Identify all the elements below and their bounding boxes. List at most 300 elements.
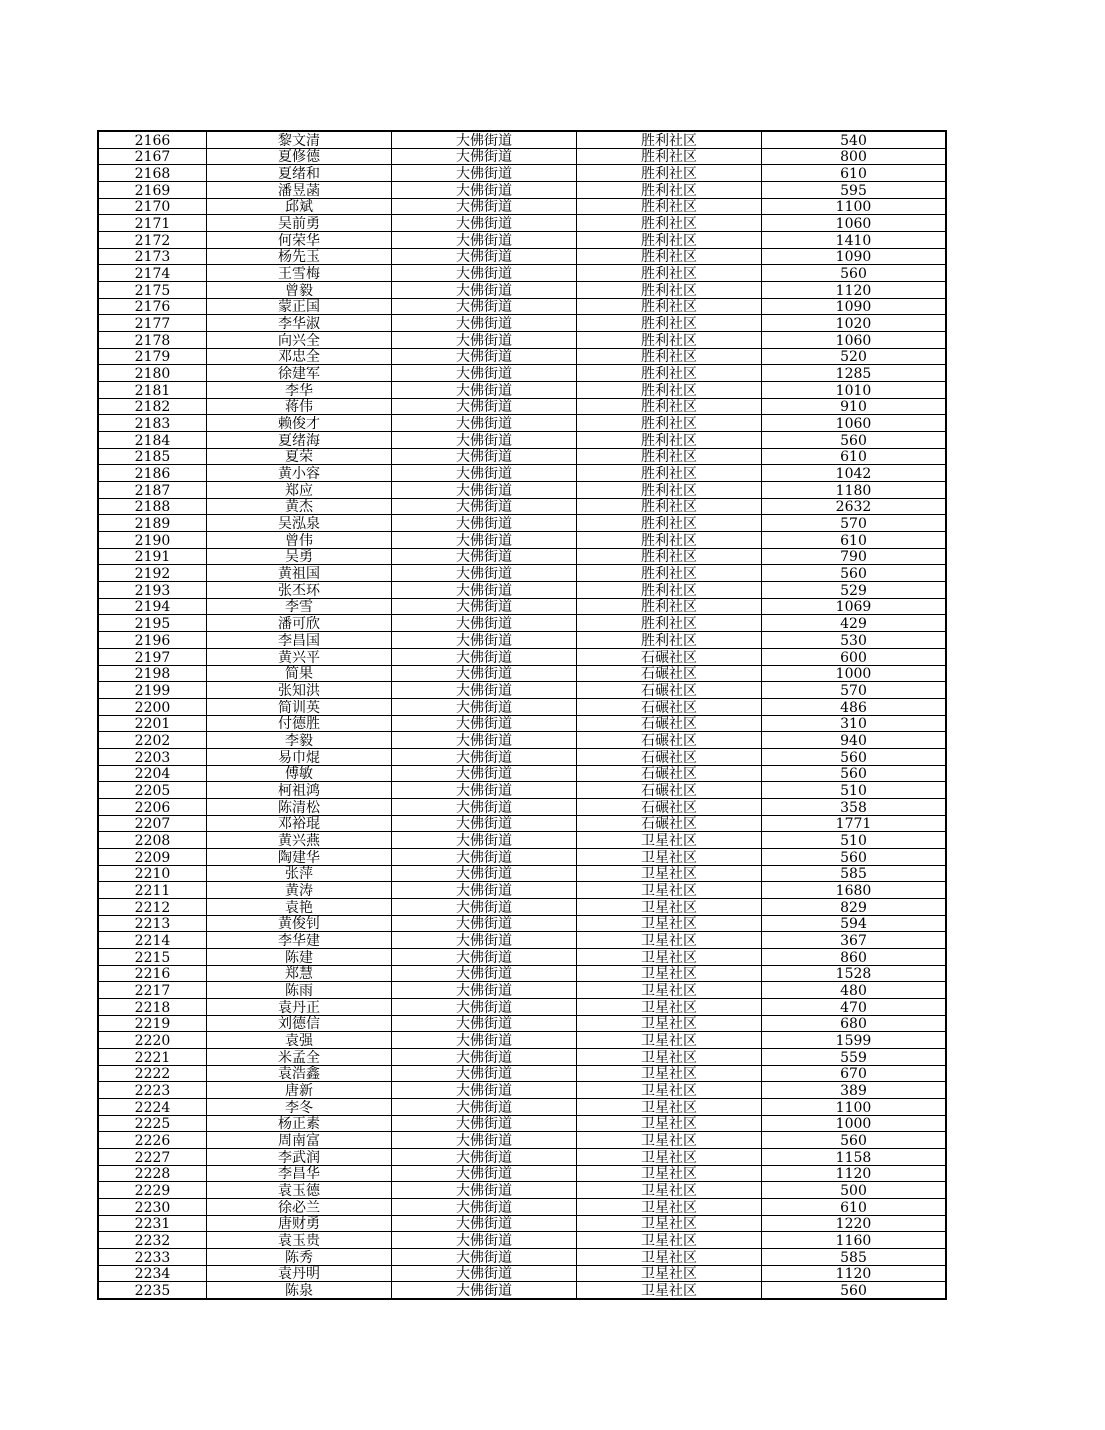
street-cell: 大佛街道 (392, 131, 577, 148)
row-number-cell: 2219 (98, 1015, 207, 1032)
street-cell: 大佛街道 (392, 582, 577, 599)
row-number-cell: 2174 (98, 265, 207, 282)
row-number-cell: 2200 (98, 698, 207, 715)
table-row (98, 1282, 946, 1299)
amount-cell: 429 (762, 615, 947, 632)
community-cell: 卫星社区 (577, 932, 762, 949)
table-row (98, 665, 946, 682)
table-row (98, 315, 946, 332)
table-row (98, 148, 946, 165)
community-cell: 卫星社区 (577, 1182, 762, 1199)
row-number-cell: 2226 (98, 1132, 207, 1149)
table-row (98, 398, 946, 415)
table-row (98, 265, 946, 282)
amount-cell: 530 (762, 632, 947, 649)
name-cell: 李武润 (207, 1148, 392, 1165)
community-cell: 石碾社区 (577, 765, 762, 782)
name-cell: 袁艳 (207, 898, 392, 915)
amount-cell: 500 (762, 1182, 947, 1199)
table-row (98, 515, 946, 532)
row-number-cell: 2191 (98, 548, 207, 565)
community-cell: 卫星社区 (577, 882, 762, 899)
table-row (98, 748, 946, 765)
row-number-cell: 2205 (98, 782, 207, 799)
table-row (98, 1032, 946, 1049)
street-cell: 大佛街道 (392, 148, 577, 165)
row-number-cell: 2202 (98, 732, 207, 749)
table-row (98, 715, 946, 732)
row-number-cell: 2185 (98, 448, 207, 465)
data-table (97, 130, 947, 1300)
amount-cell: 570 (762, 515, 947, 532)
row-number-cell: 2216 (98, 965, 207, 982)
row-number-cell: 2221 (98, 1048, 207, 1065)
street-cell: 大佛街道 (392, 548, 577, 565)
street-cell: 大佛街道 (392, 532, 577, 549)
table-row (98, 898, 946, 915)
table-row (98, 548, 946, 565)
name-cell: 郑应 (207, 482, 392, 499)
community-cell: 胜利社区 (577, 565, 762, 582)
community-cell: 胜利社区 (577, 598, 762, 615)
name-cell: 张知洪 (207, 682, 392, 699)
row-number-cell: 2173 (98, 248, 207, 265)
street-cell: 大佛街道 (392, 482, 577, 499)
street-cell: 大佛街道 (392, 248, 577, 265)
street-cell: 大佛街道 (392, 682, 577, 699)
street-cell: 大佛街道 (392, 998, 577, 1015)
table-row (98, 648, 946, 665)
community-cell: 胜利社区 (577, 315, 762, 332)
name-cell: 傅敏 (207, 765, 392, 782)
table-row (98, 1165, 946, 1182)
table-row (98, 915, 946, 932)
table-row (98, 448, 946, 465)
table-row (98, 365, 946, 382)
street-cell: 大佛街道 (392, 1032, 577, 1049)
table-row (98, 632, 946, 649)
community-cell: 胜利社区 (577, 265, 762, 282)
row-number-cell: 2203 (98, 748, 207, 765)
community-cell: 胜利社区 (577, 298, 762, 315)
row-number-cell: 2170 (98, 198, 207, 215)
table-row (98, 1232, 946, 1249)
row-number-cell: 2186 (98, 465, 207, 482)
amount-cell: 1090 (762, 248, 947, 265)
row-number-cell: 2209 (98, 848, 207, 865)
amount-cell: 358 (762, 798, 947, 815)
name-cell: 吴泓泉 (207, 515, 392, 532)
name-cell: 简训英 (207, 698, 392, 715)
community-cell: 胜利社区 (577, 398, 762, 415)
name-cell: 黄杰 (207, 498, 392, 515)
table-row (98, 415, 946, 432)
amount-cell: 1120 (762, 1165, 947, 1182)
amount-cell: 560 (762, 748, 947, 765)
name-cell: 袁强 (207, 1032, 392, 1049)
table-row (98, 1148, 946, 1165)
street-cell: 大佛街道 (392, 282, 577, 299)
street-cell: 大佛街道 (392, 332, 577, 349)
street-cell: 大佛街道 (392, 315, 577, 332)
community-cell: 石碾社区 (577, 698, 762, 715)
community-cell: 胜利社区 (577, 248, 762, 265)
community-cell: 卫星社区 (577, 1148, 762, 1165)
row-number-cell: 2201 (98, 715, 207, 732)
amount-cell: 486 (762, 698, 947, 715)
name-cell: 柯祖鸿 (207, 782, 392, 799)
row-number-cell: 2225 (98, 1115, 207, 1132)
street-cell: 大佛街道 (392, 1265, 577, 1282)
community-cell: 卫星社区 (577, 1249, 762, 1266)
row-number-cell: 2171 (98, 215, 207, 232)
street-cell: 大佛街道 (392, 515, 577, 532)
amount-cell: 1599 (762, 1032, 947, 1049)
table-row (98, 482, 946, 499)
community-cell: 卫星社区 (577, 1082, 762, 1099)
amount-cell: 1000 (762, 665, 947, 682)
street-cell: 大佛街道 (392, 498, 577, 515)
row-number-cell: 2192 (98, 565, 207, 582)
table-row (98, 1265, 946, 1282)
table-row (98, 1098, 946, 1115)
amount-cell: 1285 (762, 365, 947, 382)
community-cell: 胜利社区 (577, 465, 762, 482)
street-cell: 大佛街道 (392, 915, 577, 932)
amount-cell: 585 (762, 865, 947, 882)
table-row (98, 165, 946, 182)
amount-cell: 1120 (762, 282, 947, 299)
name-cell: 杨正素 (207, 1115, 392, 1132)
street-cell: 大佛街道 (392, 348, 577, 365)
row-number-cell: 2195 (98, 615, 207, 632)
street-cell: 大佛街道 (392, 198, 577, 215)
community-cell: 胜利社区 (577, 582, 762, 599)
table-row (98, 348, 946, 365)
street-cell: 大佛街道 (392, 1249, 577, 1266)
amount-cell: 560 (762, 765, 947, 782)
name-cell: 向兴全 (207, 332, 392, 349)
row-number-cell: 2196 (98, 632, 207, 649)
community-cell: 卫星社区 (577, 1199, 762, 1216)
name-cell: 曾伟 (207, 532, 392, 549)
street-cell: 大佛街道 (392, 648, 577, 665)
community-cell: 石碾社区 (577, 665, 762, 682)
name-cell: 潘可欣 (207, 615, 392, 632)
name-cell: 黄祖国 (207, 565, 392, 582)
street-cell: 大佛街道 (392, 1082, 577, 1099)
row-number-cell: 2220 (98, 1032, 207, 1049)
amount-cell: 1160 (762, 1232, 947, 1249)
name-cell: 邓忠全 (207, 348, 392, 365)
name-cell: 陈雨 (207, 982, 392, 999)
row-number-cell: 2233 (98, 1249, 207, 1266)
street-cell: 大佛街道 (392, 1132, 577, 1149)
name-cell: 夏修德 (207, 148, 392, 165)
amount-cell: 559 (762, 1048, 947, 1065)
name-cell: 李冬 (207, 1098, 392, 1115)
table-row (98, 1199, 946, 1216)
amount-cell: 560 (762, 848, 947, 865)
community-cell: 卫星社区 (577, 915, 762, 932)
name-cell: 袁玉贵 (207, 1232, 392, 1249)
amount-cell: 1060 (762, 415, 947, 432)
row-number-cell: 2217 (98, 982, 207, 999)
name-cell: 李昌华 (207, 1165, 392, 1182)
community-cell: 胜利社区 (577, 548, 762, 565)
row-number-cell: 2211 (98, 882, 207, 899)
name-cell: 徐建军 (207, 365, 392, 382)
table-row (98, 598, 946, 615)
amount-cell: 829 (762, 898, 947, 915)
street-cell: 大佛街道 (392, 565, 577, 582)
row-number-cell: 2218 (98, 998, 207, 1015)
name-cell: 王雪梅 (207, 265, 392, 282)
name-cell: 夏绪海 (207, 432, 392, 449)
amount-cell: 610 (762, 448, 947, 465)
community-cell: 胜利社区 (577, 348, 762, 365)
name-cell: 黄涛 (207, 882, 392, 899)
row-number-cell: 2198 (98, 665, 207, 682)
row-number-cell: 2181 (98, 382, 207, 399)
name-cell: 郑慧 (207, 965, 392, 982)
name-cell: 袁浩鑫 (207, 1065, 392, 1082)
table-row (98, 932, 946, 949)
row-number-cell: 2228 (98, 1165, 207, 1182)
row-number-cell: 2199 (98, 682, 207, 699)
name-cell: 陶建华 (207, 848, 392, 865)
row-number-cell: 2230 (98, 1199, 207, 1216)
row-number-cell: 2194 (98, 598, 207, 615)
amount-cell: 1680 (762, 882, 947, 899)
name-cell: 刘德信 (207, 1015, 392, 1032)
name-cell: 李昌国 (207, 632, 392, 649)
name-cell: 陈清松 (207, 798, 392, 815)
community-cell: 卫星社区 (577, 1265, 762, 1282)
street-cell: 大佛街道 (392, 1199, 577, 1216)
name-cell: 夏绪和 (207, 165, 392, 182)
street-cell: 大佛街道 (392, 382, 577, 399)
community-cell: 胜利社区 (577, 415, 762, 432)
row-number-cell: 2227 (98, 1148, 207, 1165)
table-row (98, 732, 946, 749)
street-cell: 大佛街道 (392, 265, 577, 282)
community-cell: 卫星社区 (577, 1165, 762, 1182)
row-number-cell: 2188 (98, 498, 207, 515)
table-row (98, 582, 946, 599)
table-body (98, 131, 946, 1299)
community-cell: 卫星社区 (577, 1215, 762, 1232)
street-cell: 大佛街道 (392, 432, 577, 449)
table-row (98, 1115, 946, 1132)
table-row (98, 965, 946, 982)
community-cell: 卫星社区 (577, 998, 762, 1015)
amount-cell: 670 (762, 1065, 947, 1082)
table-row (98, 765, 946, 782)
street-cell: 大佛街道 (392, 1148, 577, 1165)
street-cell: 大佛街道 (392, 1215, 577, 1232)
street-cell: 大佛街道 (392, 415, 577, 432)
amount-cell: 1158 (762, 1148, 947, 1165)
street-cell: 大佛街道 (392, 798, 577, 815)
community-cell: 卫星社区 (577, 1048, 762, 1065)
street-cell: 大佛街道 (392, 465, 577, 482)
row-number-cell: 2178 (98, 332, 207, 349)
table-row (98, 798, 946, 815)
street-cell: 大佛街道 (392, 298, 577, 315)
community-cell: 胜利社区 (577, 182, 762, 199)
community-cell: 胜利社区 (577, 615, 762, 632)
community-cell: 胜利社区 (577, 448, 762, 465)
street-cell: 大佛街道 (392, 182, 577, 199)
row-number-cell: 2210 (98, 865, 207, 882)
street-cell: 大佛街道 (392, 615, 577, 632)
street-cell: 大佛街道 (392, 932, 577, 949)
amount-cell: 1060 (762, 215, 947, 232)
table-row (98, 982, 946, 999)
community-cell: 胜利社区 (577, 432, 762, 449)
street-cell: 大佛街道 (392, 1165, 577, 1182)
table-row (98, 682, 946, 699)
amount-cell: 1000 (762, 1115, 947, 1132)
amount-cell: 610 (762, 1199, 947, 1216)
row-number-cell: 2231 (98, 1215, 207, 1232)
street-cell: 大佛街道 (392, 715, 577, 732)
street-cell: 大佛街道 (392, 1115, 577, 1132)
amount-cell: 860 (762, 948, 947, 965)
amount-cell: 1042 (762, 465, 947, 482)
row-number-cell: 2177 (98, 315, 207, 332)
name-cell: 吴前勇 (207, 215, 392, 232)
name-cell: 袁丹正 (207, 998, 392, 1015)
table-row (98, 232, 946, 249)
community-cell: 卫星社区 (577, 1098, 762, 1115)
row-number-cell: 2180 (98, 365, 207, 382)
table-row (98, 1048, 946, 1065)
community-cell: 卫星社区 (577, 948, 762, 965)
table-row (98, 532, 946, 549)
amount-cell: 680 (762, 1015, 947, 1032)
community-cell: 胜利社区 (577, 532, 762, 549)
amount-cell: 480 (762, 982, 947, 999)
amount-cell: 1010 (762, 382, 947, 399)
amount-cell: 595 (762, 182, 947, 199)
table-row (98, 882, 946, 899)
amount-cell: 1528 (762, 965, 947, 982)
table-row (98, 865, 946, 882)
street-cell: 大佛街道 (392, 898, 577, 915)
name-cell: 李毅 (207, 732, 392, 749)
name-cell: 李华建 (207, 932, 392, 949)
community-cell: 胜利社区 (577, 332, 762, 349)
row-number-cell: 2182 (98, 398, 207, 415)
street-cell: 大佛街道 (392, 765, 577, 782)
community-cell: 石碾社区 (577, 782, 762, 799)
street-cell: 大佛街道 (392, 165, 577, 182)
table-row (98, 1182, 946, 1199)
table-row (98, 382, 946, 399)
community-cell: 胜利社区 (577, 215, 762, 232)
amount-cell: 1771 (762, 815, 947, 832)
amount-cell: 1180 (762, 482, 947, 499)
amount-cell: 610 (762, 165, 947, 182)
street-cell: 大佛街道 (392, 848, 577, 865)
row-number-cell: 2214 (98, 932, 207, 949)
community-cell: 胜利社区 (577, 515, 762, 532)
amount-cell: 529 (762, 582, 947, 599)
table-row (98, 498, 946, 515)
row-number-cell: 2193 (98, 582, 207, 599)
row-number-cell: 2204 (98, 765, 207, 782)
street-cell: 大佛街道 (392, 782, 577, 799)
street-cell: 大佛街道 (392, 598, 577, 615)
row-number-cell: 2208 (98, 832, 207, 849)
name-cell: 夏荣 (207, 448, 392, 465)
community-cell: 卫星社区 (577, 1032, 762, 1049)
amount-cell: 1090 (762, 298, 947, 315)
amount-cell: 310 (762, 715, 947, 732)
community-cell: 卫星社区 (577, 1282, 762, 1299)
row-number-cell: 2187 (98, 482, 207, 499)
table-row (98, 282, 946, 299)
row-number-cell: 2235 (98, 1282, 207, 1299)
street-cell: 大佛街道 (392, 1048, 577, 1065)
street-cell: 大佛街道 (392, 232, 577, 249)
community-cell: 胜利社区 (577, 365, 762, 382)
community-cell: 胜利社区 (577, 498, 762, 515)
name-cell: 徐必兰 (207, 1199, 392, 1216)
name-cell: 黄兴燕 (207, 832, 392, 849)
table-row (98, 198, 946, 215)
table-row (98, 1065, 946, 1082)
street-cell: 大佛街道 (392, 698, 577, 715)
name-cell: 米孟全 (207, 1048, 392, 1065)
name-cell: 邓裕琨 (207, 815, 392, 832)
row-number-cell: 2215 (98, 948, 207, 965)
row-number-cell: 2183 (98, 415, 207, 432)
amount-cell: 540 (762, 131, 947, 148)
table-row (98, 1132, 946, 1149)
row-number-cell: 2213 (98, 915, 207, 932)
amount-cell: 560 (762, 565, 947, 582)
amount-cell: 560 (762, 1132, 947, 1149)
amount-cell: 510 (762, 782, 947, 799)
table-row (98, 998, 946, 1015)
community-cell: 石碾社区 (577, 815, 762, 832)
name-cell: 袁玉德 (207, 1182, 392, 1199)
community-cell: 胜利社区 (577, 198, 762, 215)
table-row (98, 782, 946, 799)
amount-cell: 1069 (762, 598, 947, 615)
community-cell: 胜利社区 (577, 282, 762, 299)
row-number-cell: 2168 (98, 165, 207, 182)
community-cell: 胜利社区 (577, 131, 762, 148)
community-cell: 卫星社区 (577, 1132, 762, 1149)
amount-cell: 560 (762, 432, 947, 449)
name-cell: 赖俊才 (207, 415, 392, 432)
amount-cell: 1020 (762, 315, 947, 332)
table-row (98, 832, 946, 849)
row-number-cell: 2189 (98, 515, 207, 532)
street-cell: 大佛街道 (392, 398, 577, 415)
community-cell: 石碾社区 (577, 798, 762, 815)
street-cell: 大佛街道 (392, 732, 577, 749)
amount-cell: 1120 (762, 1265, 947, 1282)
table-row (98, 1249, 946, 1266)
name-cell: 蒋伟 (207, 398, 392, 415)
row-number-cell: 2234 (98, 1265, 207, 1282)
name-cell: 周南富 (207, 1132, 392, 1149)
